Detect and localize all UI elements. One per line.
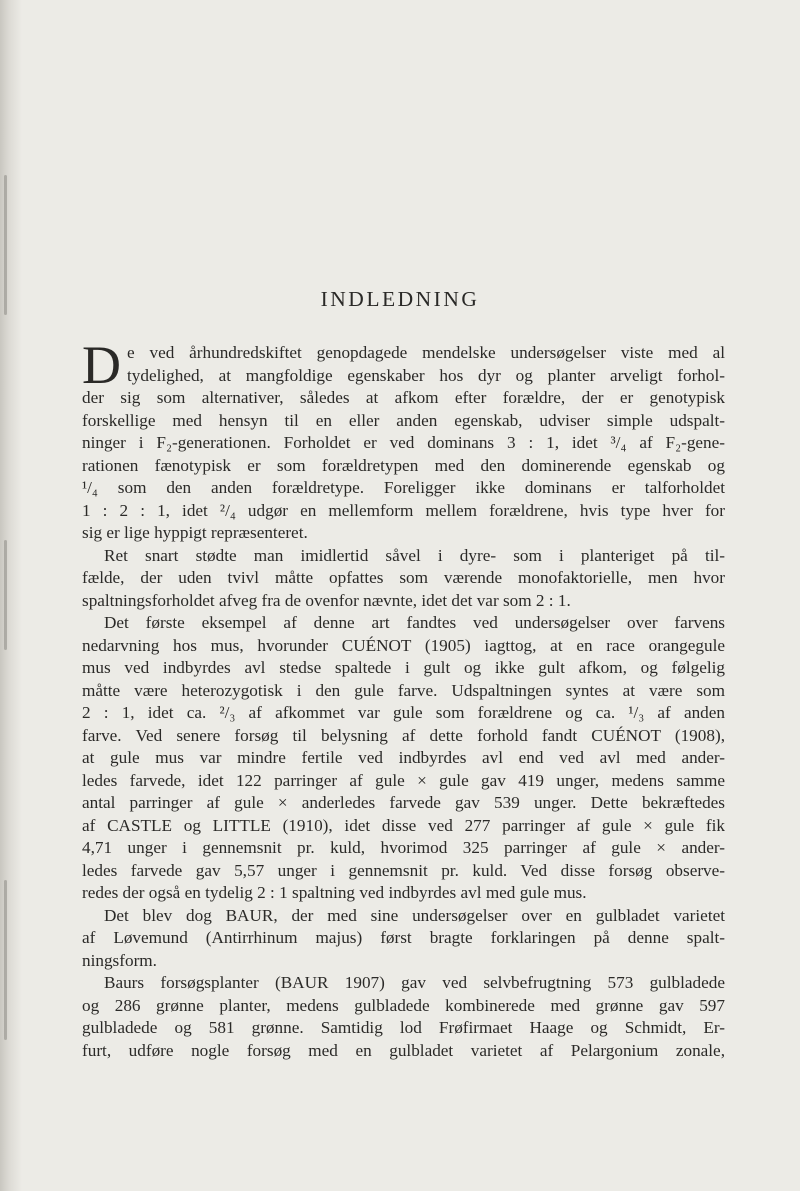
text-line: ningsform. <box>82 950 157 970</box>
chapter-heading: INDLEDNING <box>320 287 480 311</box>
text-line: farve. Ved senere forsøg til belysning af dette forhold fandt CUÉNOT (1908), <box>82 725 725 745</box>
text-line: tydelighed, at mangfoldige egenskaber hos dyr og planter arveligt forhol- <box>127 365 725 385</box>
text-line: 1 : 2 : 1, idet ²/₄ udgør en mellemform mellem forældrene, hvis type hver for <box>82 500 725 520</box>
text-line: Baurs forsøgsplanter (BAUR 1907) gav ved selvbefrugtning 573 gulbladede <box>104 973 725 992</box>
text-line: 4,71 unger i gennemsnit pr. kuld, hvorimod 325 parringer af gule × ander- <box>82 838 725 857</box>
text-line: Det første eksempel af denne art fandtes ved undersøgelser over farvens <box>104 613 725 632</box>
text-line: Ret snart stødte man imidlertid såvel i dyre- som i planteriget på til- <box>104 545 725 565</box>
text-line: e ved århundredskiftet genopdagede mendelske undersøgelser viste med al <box>127 343 725 362</box>
text-line: ledes farvede, idet 122 parringer af gule × gule gav 419 unger, medens samme <box>82 770 725 790</box>
text-line: at gule mus var mindre fertile ved indbyrdes avl end ved avl med ander- <box>82 748 725 767</box>
text-line: 2 : 1, idet ca. ²/₃ af afkommet var gule som forældrene og ca. ¹/₃ af anden <box>82 703 725 722</box>
text-line: spaltningsforholdet afveg fra de ovenfor nævnte, idet det var som 2 : 1. <box>82 590 571 610</box>
paragraph-1 <box>82 335 725 545</box>
text-line: forskellige med hensyn til en eller anden egenskab, udviser simple udspalt- <box>82 410 725 430</box>
text-line: og 286 grønne planter, medens gulbladede kombinerede med grønne gav 597 <box>82 995 725 1015</box>
drop-cap: D <box>82 335 121 395</box>
paragraph-3 <box>82 612 725 905</box>
text-line: ledes farvede gav 5,57 unger i gennemsnit pr. kuld. Ved disse forsøg observe- <box>82 860 725 880</box>
text-line: antal parringer af gule × anderledes farvede gav 539 unger. Dette bekræftedes <box>82 793 725 812</box>
paragraph-5 <box>82 972 725 1062</box>
text-line: rationen fænotypisk er som forældretypen med den dominerende egenskab og <box>82 455 725 475</box>
text-line: fælde, der uden tvivl måtte opfattes som værende monofaktorielle, men hvor <box>82 568 725 587</box>
text-line: måtte være heterozygotisk i den gule farve. Udspaltningen syntes at være som <box>82 680 725 700</box>
text-line: sig er lige hyppigt repræsenteret. <box>82 523 308 542</box>
paragraph-4 <box>82 905 725 973</box>
body-text <box>82 335 725 1062</box>
text-line: af Løvemund (Antirrhinum majus) først bragte forklaringen på denne spalt- <box>82 928 725 947</box>
text-line: gulbladede og 581 grønne. Samtidig lod Frøfirmaet Haage og Schmidt, Er- <box>82 1018 725 1037</box>
text-line: af CASTLE og LITTLE (1910), idet disse ved 277 parringer af gule × gule fik <box>82 815 725 835</box>
paragraph-2 <box>82 545 725 613</box>
text-line: redes der også en tydelig 2 : 1 spaltning ved indbyrdes avl med gule mus. <box>82 883 587 902</box>
text-line: ninger i F₂-generationen. Forholdet er ved dominans 3 : 1, idet ³/₄ af F₂-gene- <box>82 433 725 452</box>
text-line: furt, udføre nogle forsøg med en gulbladet varietet af Pelargonium zonale, <box>82 1040 725 1060</box>
text-line: Det blev dog BAUR, der med sine undersøgelser over en gulbladet varietet <box>104 905 725 925</box>
text-line: ¹/₄ som den anden forældretype. Foreligger ikke dominans er talforholdet <box>82 478 725 497</box>
text-line: der sig som alternativer, således at afkom efter forældre, der er genotypisk <box>82 388 725 407</box>
text-line: nedarvning hos mus, hvorunder CUÉNOT (1905) iagttog, at en race orangegule <box>82 635 725 655</box>
text-line: mus ved indbyrdes avl stedse spaltede i gult og ikke gult afkom, og følgelig <box>82 658 725 677</box>
